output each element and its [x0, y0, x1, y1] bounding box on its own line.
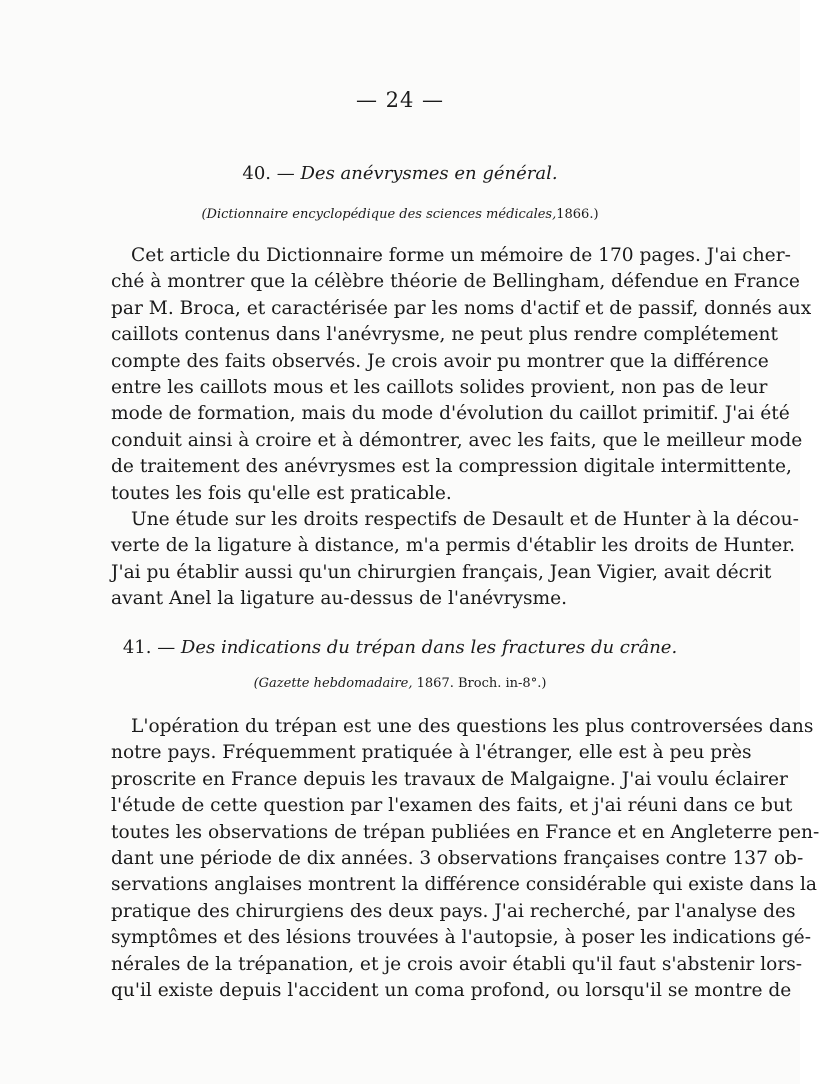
text-line: proscrite en France depuis les travaux de Malgaigne. J'ai voulu éclairer [111, 768, 788, 790]
text-line: Cet article du Dictionnaire forme un mémoire de 170 pages. J'ai cher- [131, 245, 791, 266]
section-40-citation-year: 1866.) [556, 207, 599, 222]
section-41-citation-details: 1867. Broch. in-8°.) [416, 676, 547, 691]
text-line: compte des faits observés. Je crois avoir pu montrer que la différence [111, 350, 769, 372]
text-line: par M. Broca, et caractérisée par les noms d'actif et de passif, donnés aux [111, 297, 812, 319]
text-line: l'étude de cette question par l'examen des faits, et j'ai réuni dans ce but [111, 795, 793, 817]
text-line: servations anglaises montrent la différence considérable qui existe dans la [111, 874, 817, 896]
text-line: entre les caillots mous et les caillots solides provient, non pas de leur [111, 377, 768, 399]
section-40-title: — Des anévrysmes en général. [276, 163, 558, 184]
text-line: nérales de la trépanation, et je crois avoir établi qu'il faut s'abstenir lors- [111, 953, 803, 975]
page-number: — 24 — [355, 88, 445, 112]
text-line: pratique des chirurgiens des deux pays. J'ai recherché, par l'analyse des [111, 900, 796, 922]
section-40-heading [0, 163, 800, 184]
section-40-citation-source: (Dictionnaire encyclopédique des sciences médicales, [201, 207, 557, 222]
text-line: notre pays. Fréquemment pratiquée à l'étranger, elle est à peu près [111, 742, 752, 764]
text-line: toutes les fois qu'elle est praticable. [111, 482, 452, 504]
section-41-number: 41. [122, 637, 152, 658]
section-41-title: — Des indications du trépan dans les fractures du crâne. [157, 637, 678, 658]
section-41-paragraph-1 [111, 714, 819, 1004]
text-line: symptômes et des lésions trouvées à l'autopsie, à poser les indications gé- [111, 927, 811, 949]
section-40-paragraph-2 [111, 507, 799, 613]
section-41-citation-source: (Gazette hebdomadaire, [253, 676, 413, 691]
text-line: toutes les observations de trépan publiées en France et en Angleterre pen- [111, 821, 819, 843]
section-41-heading [0, 637, 800, 658]
text-line: qu'il existe depuis l'accident un coma profond, ou lorsqu'il se montre de [111, 980, 792, 1002]
text-line: verte de la ligature à distance, m'a permis d'établir les droits de Hunter. [111, 535, 796, 557]
text-line: avant Anel la ligature au-dessus de l'anévrysme. [111, 588, 568, 610]
section-40-number: 40. [242, 163, 272, 184]
text-line: ché à montrer que la célèbre théorie de Bellingham, défendue en France [111, 271, 800, 293]
text-line: caillots contenus dans l'anévrysme, ne peut plus rendre complétement [111, 324, 779, 346]
section-40-citation [0, 207, 800, 222]
section-41-citation [0, 676, 800, 691]
text-line: mode de formation, mais du mode d'évolution du caillot primitif. J'ai été [111, 403, 790, 425]
text-line: de traitement des anévrysmes est la compression digitale intermittente, [111, 456, 792, 478]
text-line: L'opération du trépan est une des questions les plus controversées dans [131, 716, 814, 737]
text-line: conduit ainsi à croire et à démontrer, avec les faits, que le meilleur mode [111, 429, 803, 451]
text-line: Une étude sur les droits respectifs de Desault et de Hunter à la décou- [131, 509, 799, 530]
text-line: dant une période de dix années. 3 observations françaises contre 137 ob- [111, 848, 804, 870]
section-40-paragraph-1 [111, 243, 812, 507]
text-line: J'ai pu établir aussi qu'un chirurgien français, Jean Vigier, avait décrit [111, 561, 772, 583]
